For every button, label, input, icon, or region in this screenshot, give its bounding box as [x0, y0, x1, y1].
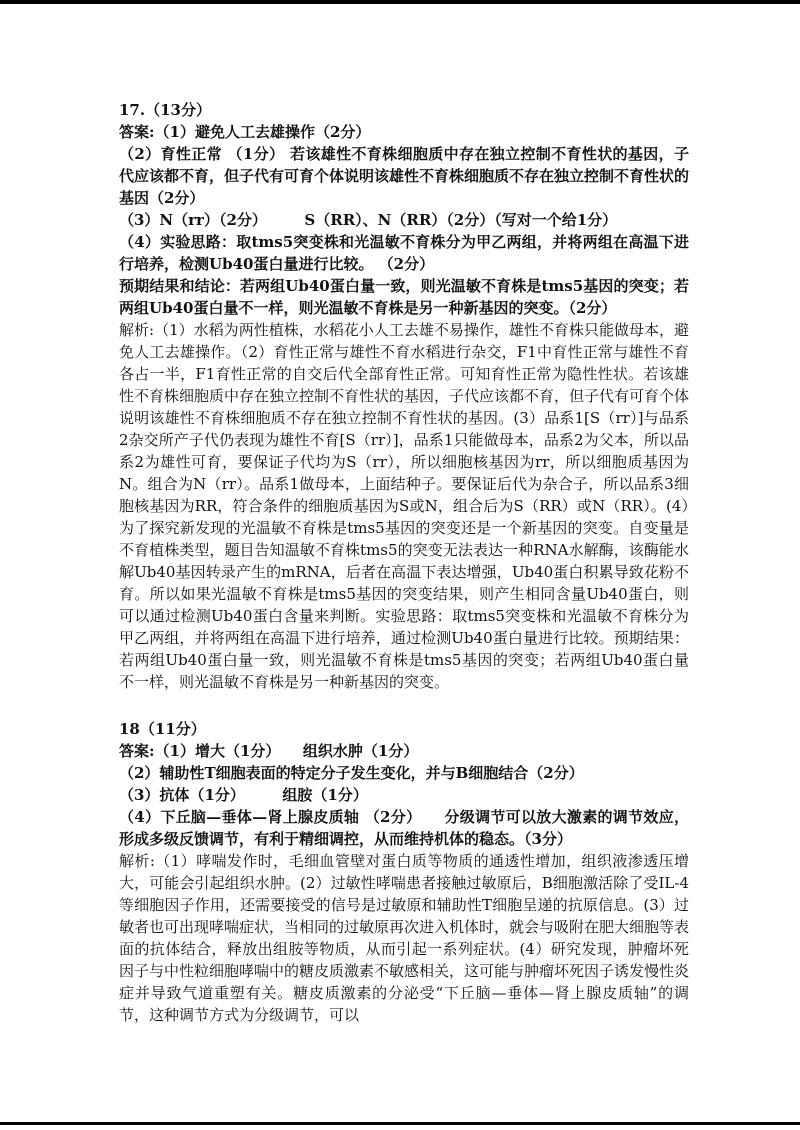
q17-prediction: 预期结果和结论：若两组Ub40蛋白量一致，则光温敏不育株是tms5基因的突变；若两组Ub40蛋白量不一样，则光温敏不育株是另一种新基因的突变。（2分）: [119, 277, 689, 317]
q18-answer-2: （2）辅助性T细胞表面的特定分子发生变化，并与B细胞结合（2分）: [119, 764, 584, 782]
question-18: [119, 718, 689, 1026]
question-17-title: 17.（13分）: [119, 101, 211, 119]
question-18-title: 18（11分）: [119, 720, 206, 738]
question-17: [119, 99, 689, 693]
q18-analysis: 解析:（1）哮喘发作时，毛细血管壁对蛋白质等物质的通透性增加，组织液渗透压增大，可能会引起组织水肿。(2）过敏性哮喘患者接触过敏原后，B细胞激活除了受IL-4等细胞因子作用，还需要接受的信号是过敏原和辅助性T细胞呈递的抗原信息。(3）过敏者也可出现哮喘症状，当相同的过敏原再次进入机体时，就会与吸附在肥大细胞等表面的抗体结合，释放出组胺等物质，从而引起一系列症状。(4）研究发现，肿瘤坏死因子与中性粒细胞哮喘中的糖皮质激素不敏感相关，这可能与肿瘤坏死因子诱发慢性炎症并导致气道重塑有关。糖皮质激素的分泌受“下丘脑—垂体—肾上腺皮质轴”的调节，这种调节方式为分级调节，可以: [119, 852, 690, 1024]
bottom-border-line: [0, 1122, 800, 1125]
q17-answer-3: （3）N（rr）（2分） S（RR）、N（RR）（2分）（写对一个给1分）: [119, 211, 618, 229]
q17-analysis: 解析:（1）水稻为两性植株，水稻花小人工去雄不易操作，雄性不育株只能做母本，避免人工去雄操作。（2）育性正常与雄性不育水稻进行杂交，F1中育性正常与雄性不育各占一半，F1育性正常的自交后代全部育性正常。可知育性正常为隐性性状。若该雄性不育株细胞质中存在独立控制不育性状的基因，子代应该都不育，但子代有可育个体说明该雄性不育株细胞质不存在独立控制不育性状的基因。(3）品系1[S（rr）]与品系2杂交所产子代仍表现为雄性不育[S（rr）]，品系1只能做母本，品系2为父本，所以品系2为雄性可育，要保证子代均为S（rr），所以细胞核基因为rr，所以细胞质基因为N。组合为N（rr）。品系1做母本，上面结种子。要保证后代为杂合子，所以品系3细胞核基因为RR，符合条件的细胞质基因为S或N，组合后为S（RR）或N（RR）。(4）为了探究新发现的光温敏不育株是tms5基因的突变还是一个新基因的突变。自变量是不育植株类型，题目告知温敏不育株tms5的突变无法表达一种RNA水解酶，该酶能水解Ub40基因转录产生的mRNA，后者在高温下表达增强，Ub40蛋白积累导致花粉不育。所以如果光温敏不育株是tms5基因的突变结果，则产生相同含量Ub40蛋白，则可以通过检测Ub40蛋白含量来判断。实验思路：取tms5突变株和光温敏不育株分为甲乙两组，并将两组在高温下进行培养，通过检测Ub40蛋白量进行比较。预期结果：若两组Ub40蛋白量一致，则光温敏不育株是tms5基因的突变；若两组Ub40蛋白量不一样，则光温敏不育株是另一种新基因的突变。: [119, 321, 690, 691]
q17-answer-4: （4）实验思路：取tms5突变株和光温敏不育株分为甲乙两组，并将两组在高温下进行培养，检测Ub40蛋白量进行比较。 （2分）: [119, 233, 689, 273]
q17-answer-1: 答案:（1）避免人工去雄操作（2分）: [119, 123, 371, 141]
q17-answer-2: （2）育性正常 （1分） 若该雄性不育株细胞质中存在独立控制不育性状的基因，子代应该都不育，但子代有可育个体说明该雄性不育株细胞质不存在独立控制不育性状的基因（2分）: [119, 145, 690, 207]
answer-sheet: [119, 99, 689, 1026]
q18-answer-4: （4）下丘脑—垂体—肾上腺皮质轴 （2分） 分级调节可以放大激素的调节效应，形成多级反馈调节，有利于精细调控，从而维持机体的稳态。（3分）: [119, 808, 689, 848]
top-border-line: [0, 0, 800, 4]
q18-answer-3: （3）抗体（1分） 组胺（1分）: [119, 786, 368, 804]
q18-answer-1: 答案:（1）增大（1分） 组织水肿（1分）: [119, 742, 419, 760]
